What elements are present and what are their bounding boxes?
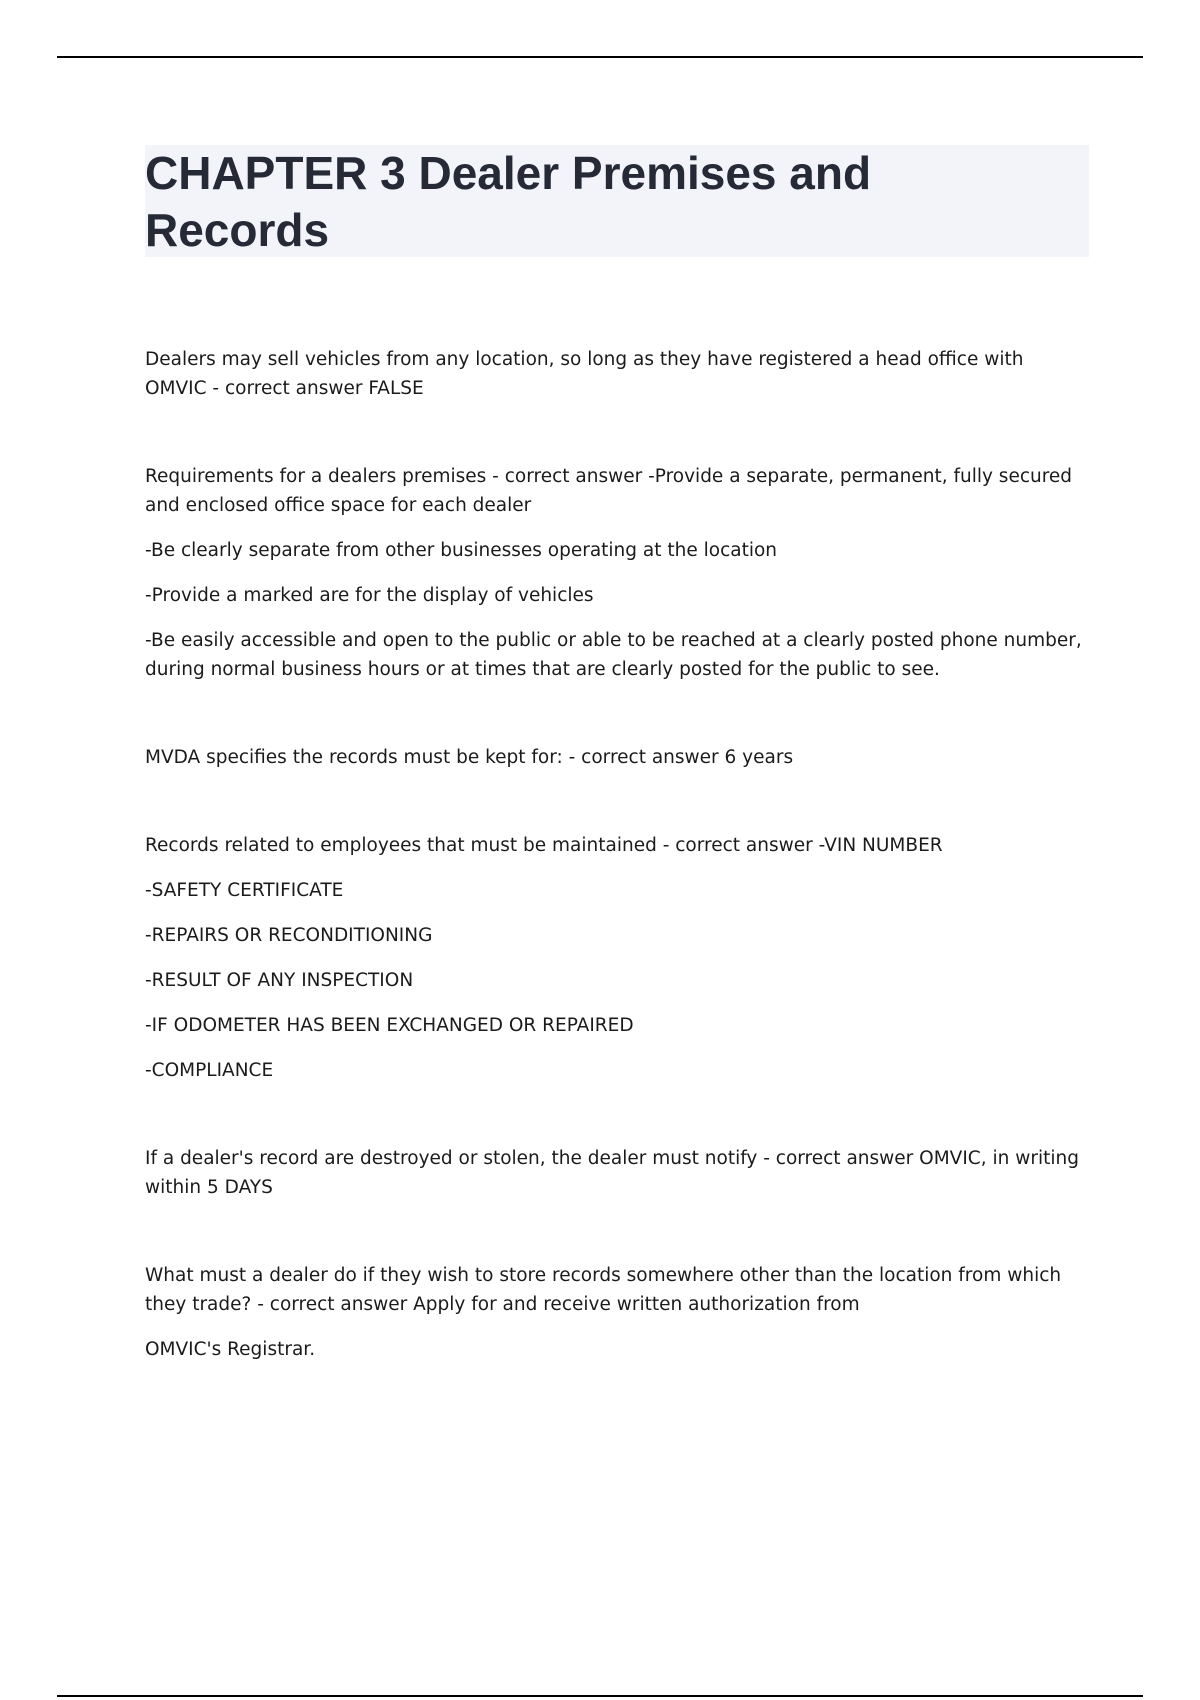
list-item: OMVIC's Registrar. <box>145 1339 316 1360</box>
title-banner <box>145 145 1089 257</box>
page-title: CHAPTER 3 Dealer Premises and Records <box>145 147 872 256</box>
qa-block-4: Records related to employees that must be maintained - correct answer -VIN NUMBER <box>145 835 943 856</box>
header-rule <box>57 56 1143 58</box>
qa-block-5: If a dealer's record are destroyed or stolen, the dealer must notify - correct answer OMVIC, in writing within 5 DAYS <box>145 1148 1079 1198</box>
document-body <box>145 345 1089 1380</box>
qa-block-3: MVDA specifies the records must be kept for: - correct answer 6 years <box>145 747 794 768</box>
list-item: -IF ODOMETER HAS BEEN EXCHANGED OR REPAIRED <box>145 1015 634 1036</box>
list-item: -Provide a marked are for the display of vehicles <box>145 585 594 606</box>
list-item: -COMPLIANCE <box>145 1060 274 1081</box>
footer-rule <box>57 1695 1143 1697</box>
list-item: -RESULT OF ANY INSPECTION <box>145 970 414 991</box>
list-item: -REPAIRS OR RECONDITIONING <box>145 925 433 946</box>
qa-block-2: Requirements for a dealers premises - correct answer -Provide a separate, permanent, fully secured and enclosed office space for each dealer <box>145 466 1073 516</box>
list-item: -SAFETY CERTIFICATE <box>145 880 344 901</box>
qa-block-6: What must a dealer do if they wish to store records somewhere other than the location from which they trade? - correct answer Apply for and receive written authorization from <box>145 1265 1062 1315</box>
list-item: -Be clearly separate from other businesses operating at the location <box>145 540 778 561</box>
list-item: -Be easily accessible and open to the public or able to be reached at a clearly posted phone number, during normal business hours or at times that are clearly posted for the public to see. <box>145 630 1082 680</box>
qa-block-1: Dealers may sell vehicles from any location, so long as they have registered a head office with OMVIC - correct answer FALSE <box>145 349 1024 399</box>
